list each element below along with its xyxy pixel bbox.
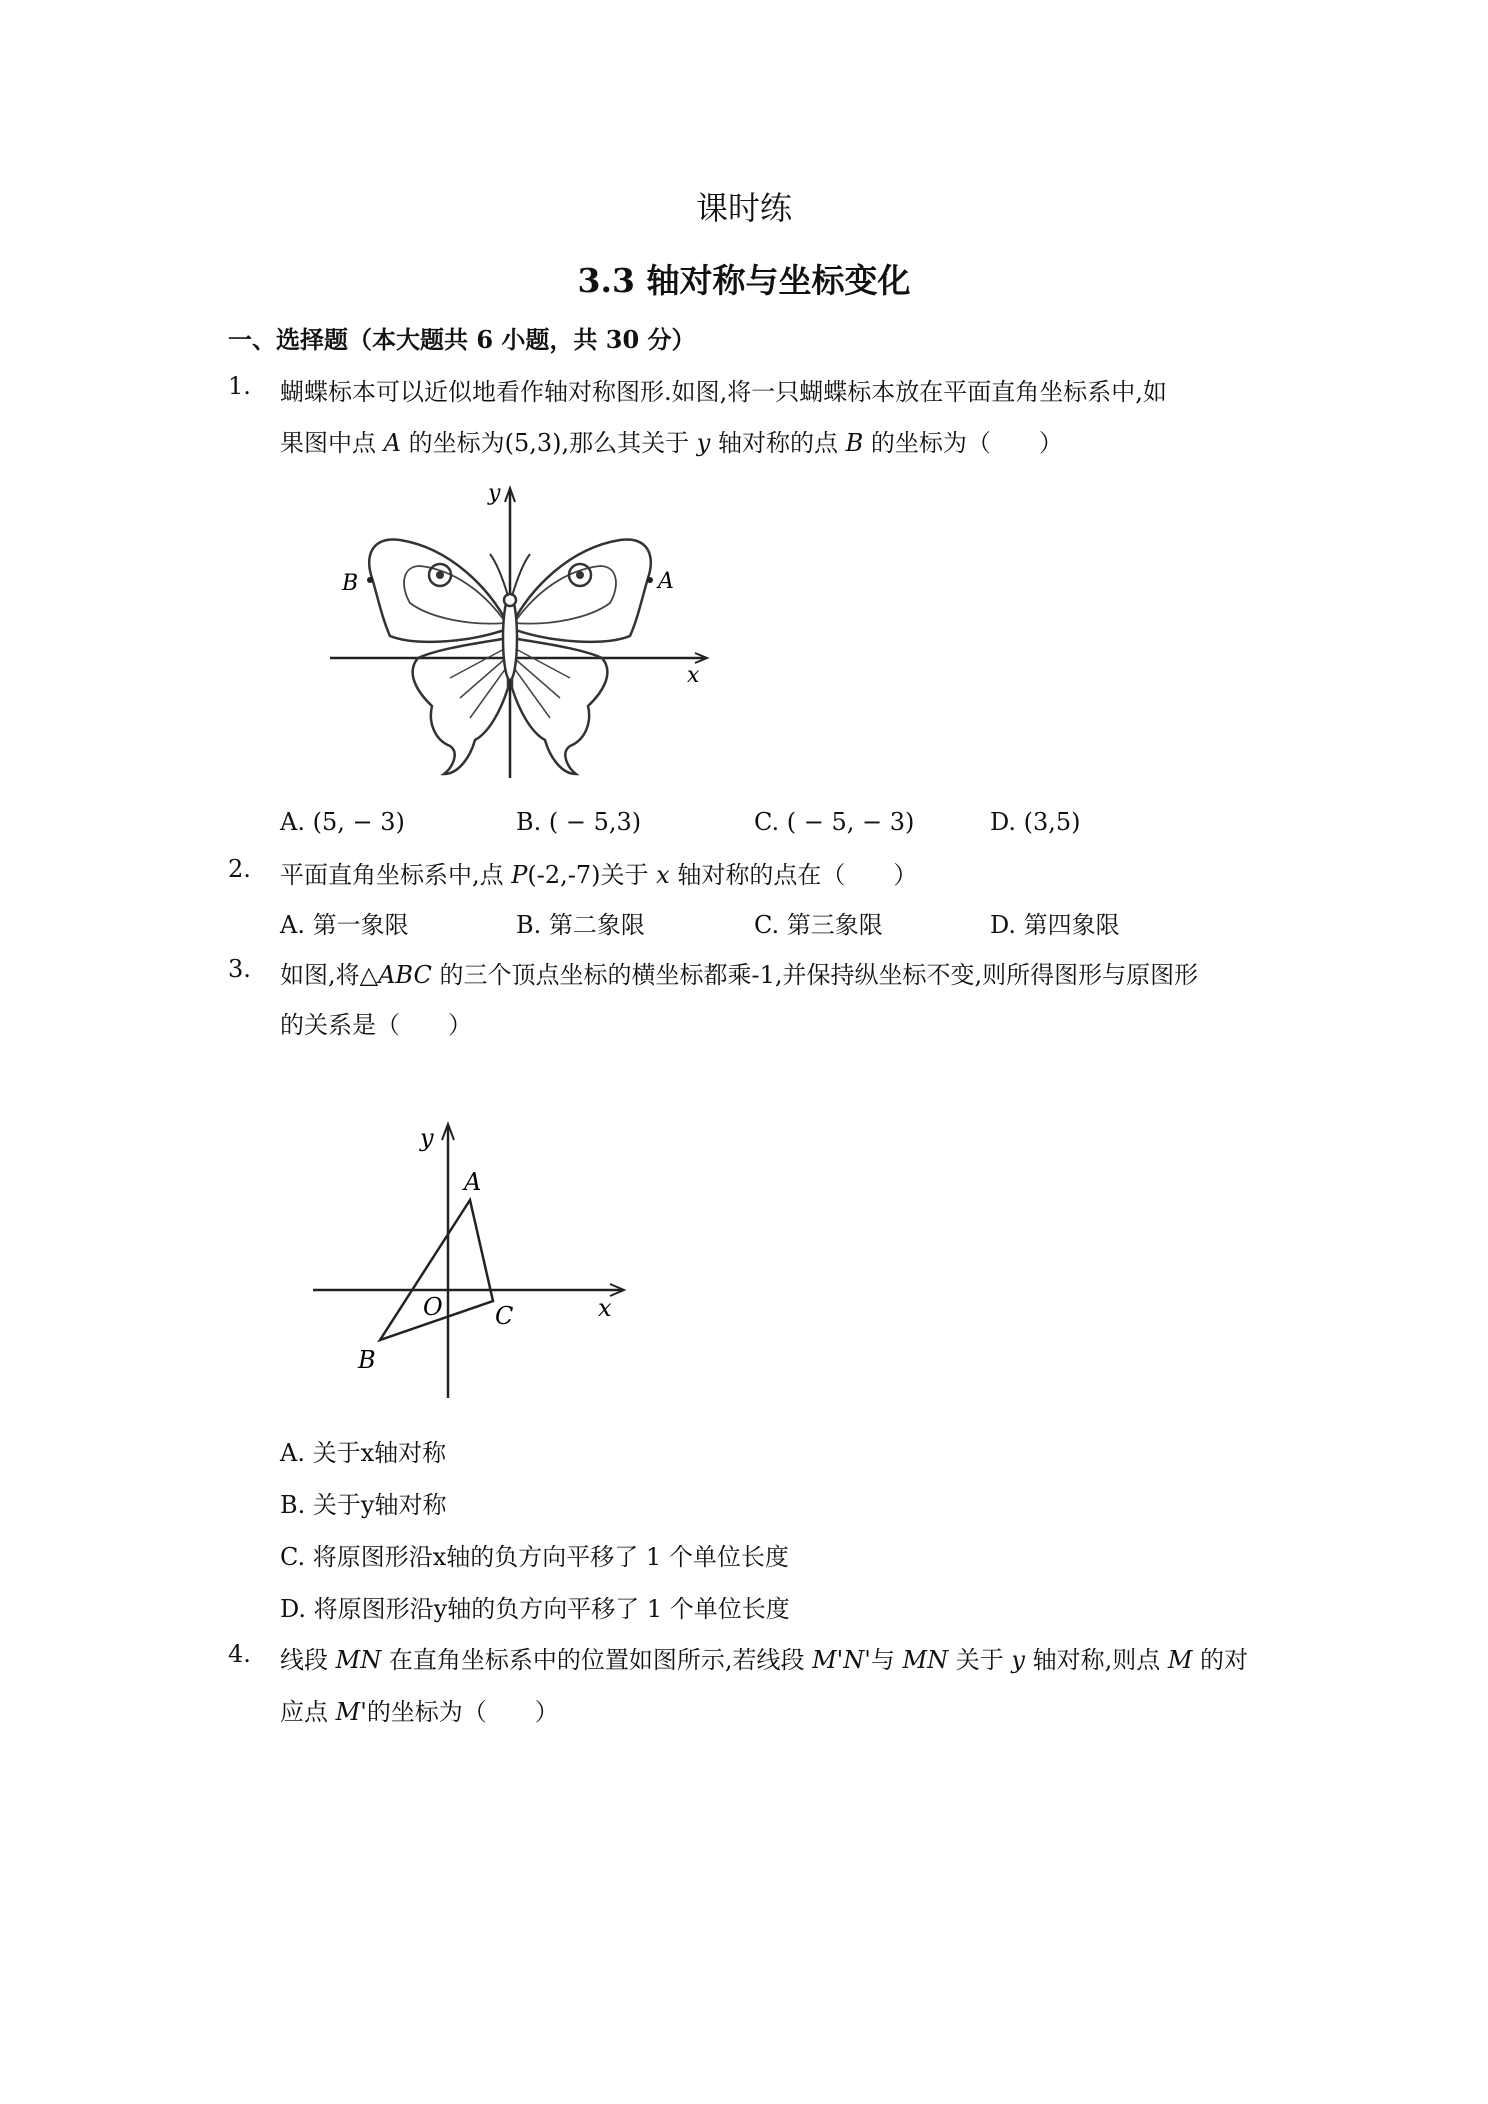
left-inner-wing-line <box>404 566 506 624</box>
question-2-option-d[interactable]: D. 第四象限 <box>990 911 1120 939</box>
triangle-figure <box>308 1118 638 1418</box>
question-1-number: 1. <box>228 372 251 400</box>
left-eyespot-center <box>436 571 444 579</box>
question-2-option-a[interactable]: A. 第一象限 <box>280 911 409 939</box>
question-3-number: 3. <box>228 955 251 983</box>
question-3-option-a[interactable]: A. 关于x轴对称 <box>280 1439 447 1467</box>
point-a <box>647 577 653 583</box>
section-heading: 一、选择题（本大题共 6 小题，共 30 分） <box>228 325 696 354</box>
label-x: x <box>598 1294 612 1322</box>
question-3-line-2: 的关系是（ ） <box>280 1011 472 1039</box>
label-x: x <box>687 663 700 688</box>
question-1-option-d[interactable]: D. (3,5) <box>990 808 1081 836</box>
label-y: y <box>488 481 501 506</box>
right-eyespot-center <box>576 571 584 579</box>
question-2-option-c[interactable]: C. 第三象限 <box>754 911 883 939</box>
label-a: A <box>658 569 674 594</box>
question-1-option-b[interactable]: B. ( − 5,3) <box>516 808 642 836</box>
question-1-option-c[interactable]: C. ( − 5, − 3) <box>754 808 915 836</box>
label-y: y <box>420 1124 434 1152</box>
question-4-line-1: 线段 MN 在直角坐标系中的位置如图所示,若线段 M'N'与 MN 关于 y 轴对称,则点 M 的对 <box>280 1646 1249 1674</box>
question-1-line-2: 果图中点 A 的坐标为(5,3),那么其关于 y 轴对称的点 B 的坐标为（ ） <box>280 429 1063 457</box>
butterfly-head <box>504 594 516 606</box>
label-b: B <box>342 571 359 596</box>
right-upper-wing <box>510 540 651 642</box>
question-3-option-c[interactable]: C. 将原图形沿x轴的负方向平移了 1 个单位长度 <box>280 1543 789 1571</box>
butterfly-figure <box>320 478 720 788</box>
left-upper-wing <box>369 540 510 642</box>
right-antenna <box>512 554 530 596</box>
point-b <box>367 577 373 583</box>
page-title: 3.3 轴对称与坐标变化 <box>577 261 911 300</box>
question-3-option-b[interactable]: B. 关于y轴对称 <box>280 1491 447 1519</box>
question-4-line-2: 应点 M'的坐标为（ ） <box>280 1698 559 1726</box>
page-subtitle: 课时练 <box>695 189 792 227</box>
question-2-line-1: 平面直角坐标系中,点 P(-2,-7)关于 x 轴对称的点在（ ） <box>280 861 918 889</box>
question-1-line-1: 蝴蝶标本可以近似地看作轴对称图形.如图,将一只蝴蝶标本放在平面直角坐标系中,如 <box>280 378 1167 406</box>
question-2-number: 2. <box>228 855 251 883</box>
question-3-option-d[interactable]: D. 将原图形沿y轴的负方向平移了 1 个单位长度 <box>280 1595 790 1623</box>
right-inner-wing-line <box>514 566 616 624</box>
question-4-number: 4. <box>228 1640 251 1668</box>
label-c: C <box>495 1302 514 1330</box>
label-o: O <box>423 1293 443 1321</box>
label-a: A <box>464 1168 482 1196</box>
left-antenna <box>490 554 508 596</box>
label-b: B <box>358 1346 376 1374</box>
question-2-option-b[interactable]: B. 第二象限 <box>516 911 645 939</box>
question-1-option-a[interactable]: A. (5, − 3) <box>280 808 405 836</box>
butterfly-body <box>503 596 517 680</box>
question-3-line-1: 如图,将△ABC 的三个顶点坐标的横坐标都乘-1,并保持纵坐标不变,则所得图形与原图形 <box>280 961 1199 989</box>
